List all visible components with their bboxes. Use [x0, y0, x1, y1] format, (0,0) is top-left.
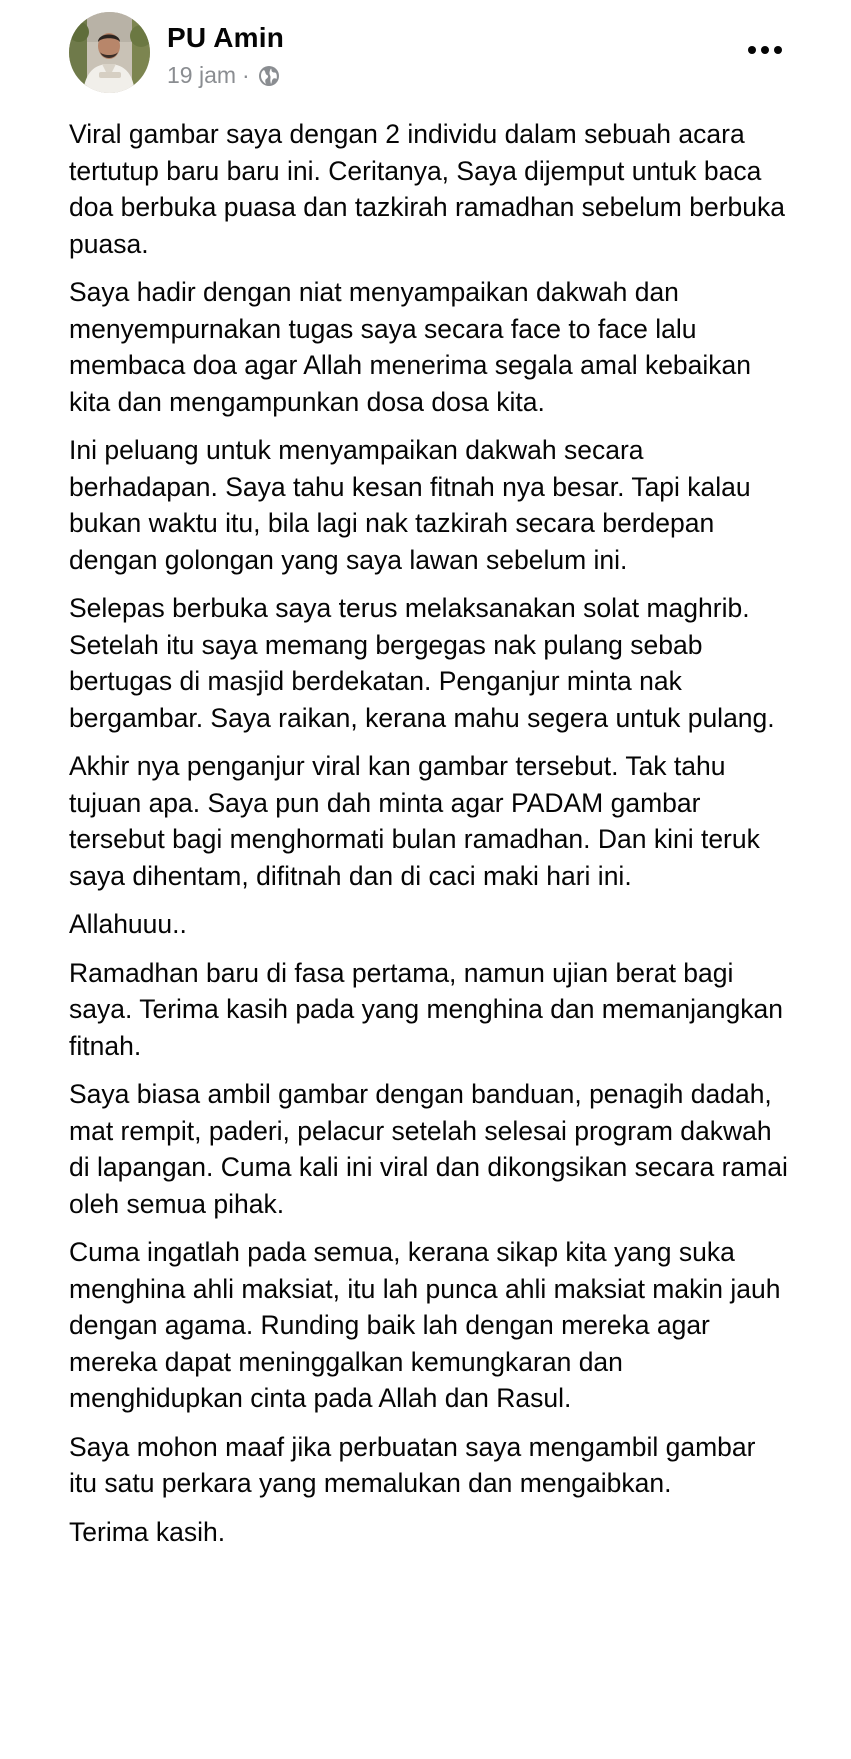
post-paragraph: Selepas berbuka saya terus melaksanakan solat maghrib. Setelah itu saya memang bergegas nak pulang sebab bertugas di masjid berdekatan. Penganjur minta nak bergambar. Saya raikan, kerana mahu segera untuk pulang.: [69, 593, 775, 733]
post-body: [69, 116, 789, 1562]
post-paragraph: Cuma ingatlah pada semua, kerana sikap kita yang suka menghina ahli maksiat, itu lah punca ahli maksiat makin jauh dengan agama. Runding baik lah dengan mereka agar mereka dapat meninggalkan kemungkaran dan menghidupkan cinta pada Allah dan Rasul.: [69, 1237, 781, 1413]
avatar[interactable]: [69, 12, 150, 93]
post-paragraph: Ramadhan baru di fasa pertama, namun ujian berat bagi saya. Terima kasih pada yang menghina dan memanjangkan fitnah.: [69, 957, 783, 1061]
post-paragraph: Allahuuu..: [69, 909, 187, 939]
post-paragraph: Saya hadir dengan niat menyampaikan dakwah dan menyempurnakan tugas saya secara face to face lalu membaca doa agar Allah menerima segala amal kebaikan kita dan mengampunkan dosa dosa kita.: [69, 277, 752, 417]
post-time[interactable]: 19 jam: [167, 62, 237, 88]
post-meta: [167, 62, 280, 89]
post-paragraph: Ini peluang untuk menyampaikan dakwah secara berhadapan. Saya tahu kesan fitnah nya besar. Tapi kalau bukan waktu itu, bila lagi nak tazkirah secara berdepan dengan golongan yang saya lawan sebelum ini.: [69, 435, 751, 575]
more-options-icon[interactable]: [745, 40, 785, 60]
globe-icon: [258, 65, 280, 87]
post-paragraph: Terima kasih.: [69, 1516, 226, 1547]
post-paragraph: Akhir nya penganjur viral kan gambar tersebut. Tak tahu tujuan apa. Saya pun dah minta agar PADAM gambar tersebut bagi menghormati bulan ramadhan. Dan kini teruk saya dihentam, difitnah dan di caci maki hari ini.: [69, 751, 760, 891]
author-name[interactable]: PU Amin: [167, 22, 285, 53]
avatar-photo: [69, 12, 150, 93]
post-paragraph: Saya mohon maaf jika perbuatan saya mengambil gambar itu satu perkara yang memalukan dan mengaibkan.: [69, 1431, 756, 1498]
post-paragraph: Viral gambar saya dengan 2 individu dalam sebuah acara tertutup baru baru ini. Ceritanya, Saya dijemput untuk baca doa berbuka puasa dan tazkirah ramadhan sebelum berbuka puasa.: [69, 119, 785, 259]
post-header: [69, 12, 789, 94]
meta-separator: ·: [242, 62, 250, 88]
post-paragraph: Saya biasa ambil gambar dengan banduan, penagih dadah, mat rempit, paderi, pelacur setelah selesai program dakwah di lapangan. Cuma kali ini viral dan dikongsikan secara ramai oleh semua pihak.: [69, 1079, 788, 1219]
